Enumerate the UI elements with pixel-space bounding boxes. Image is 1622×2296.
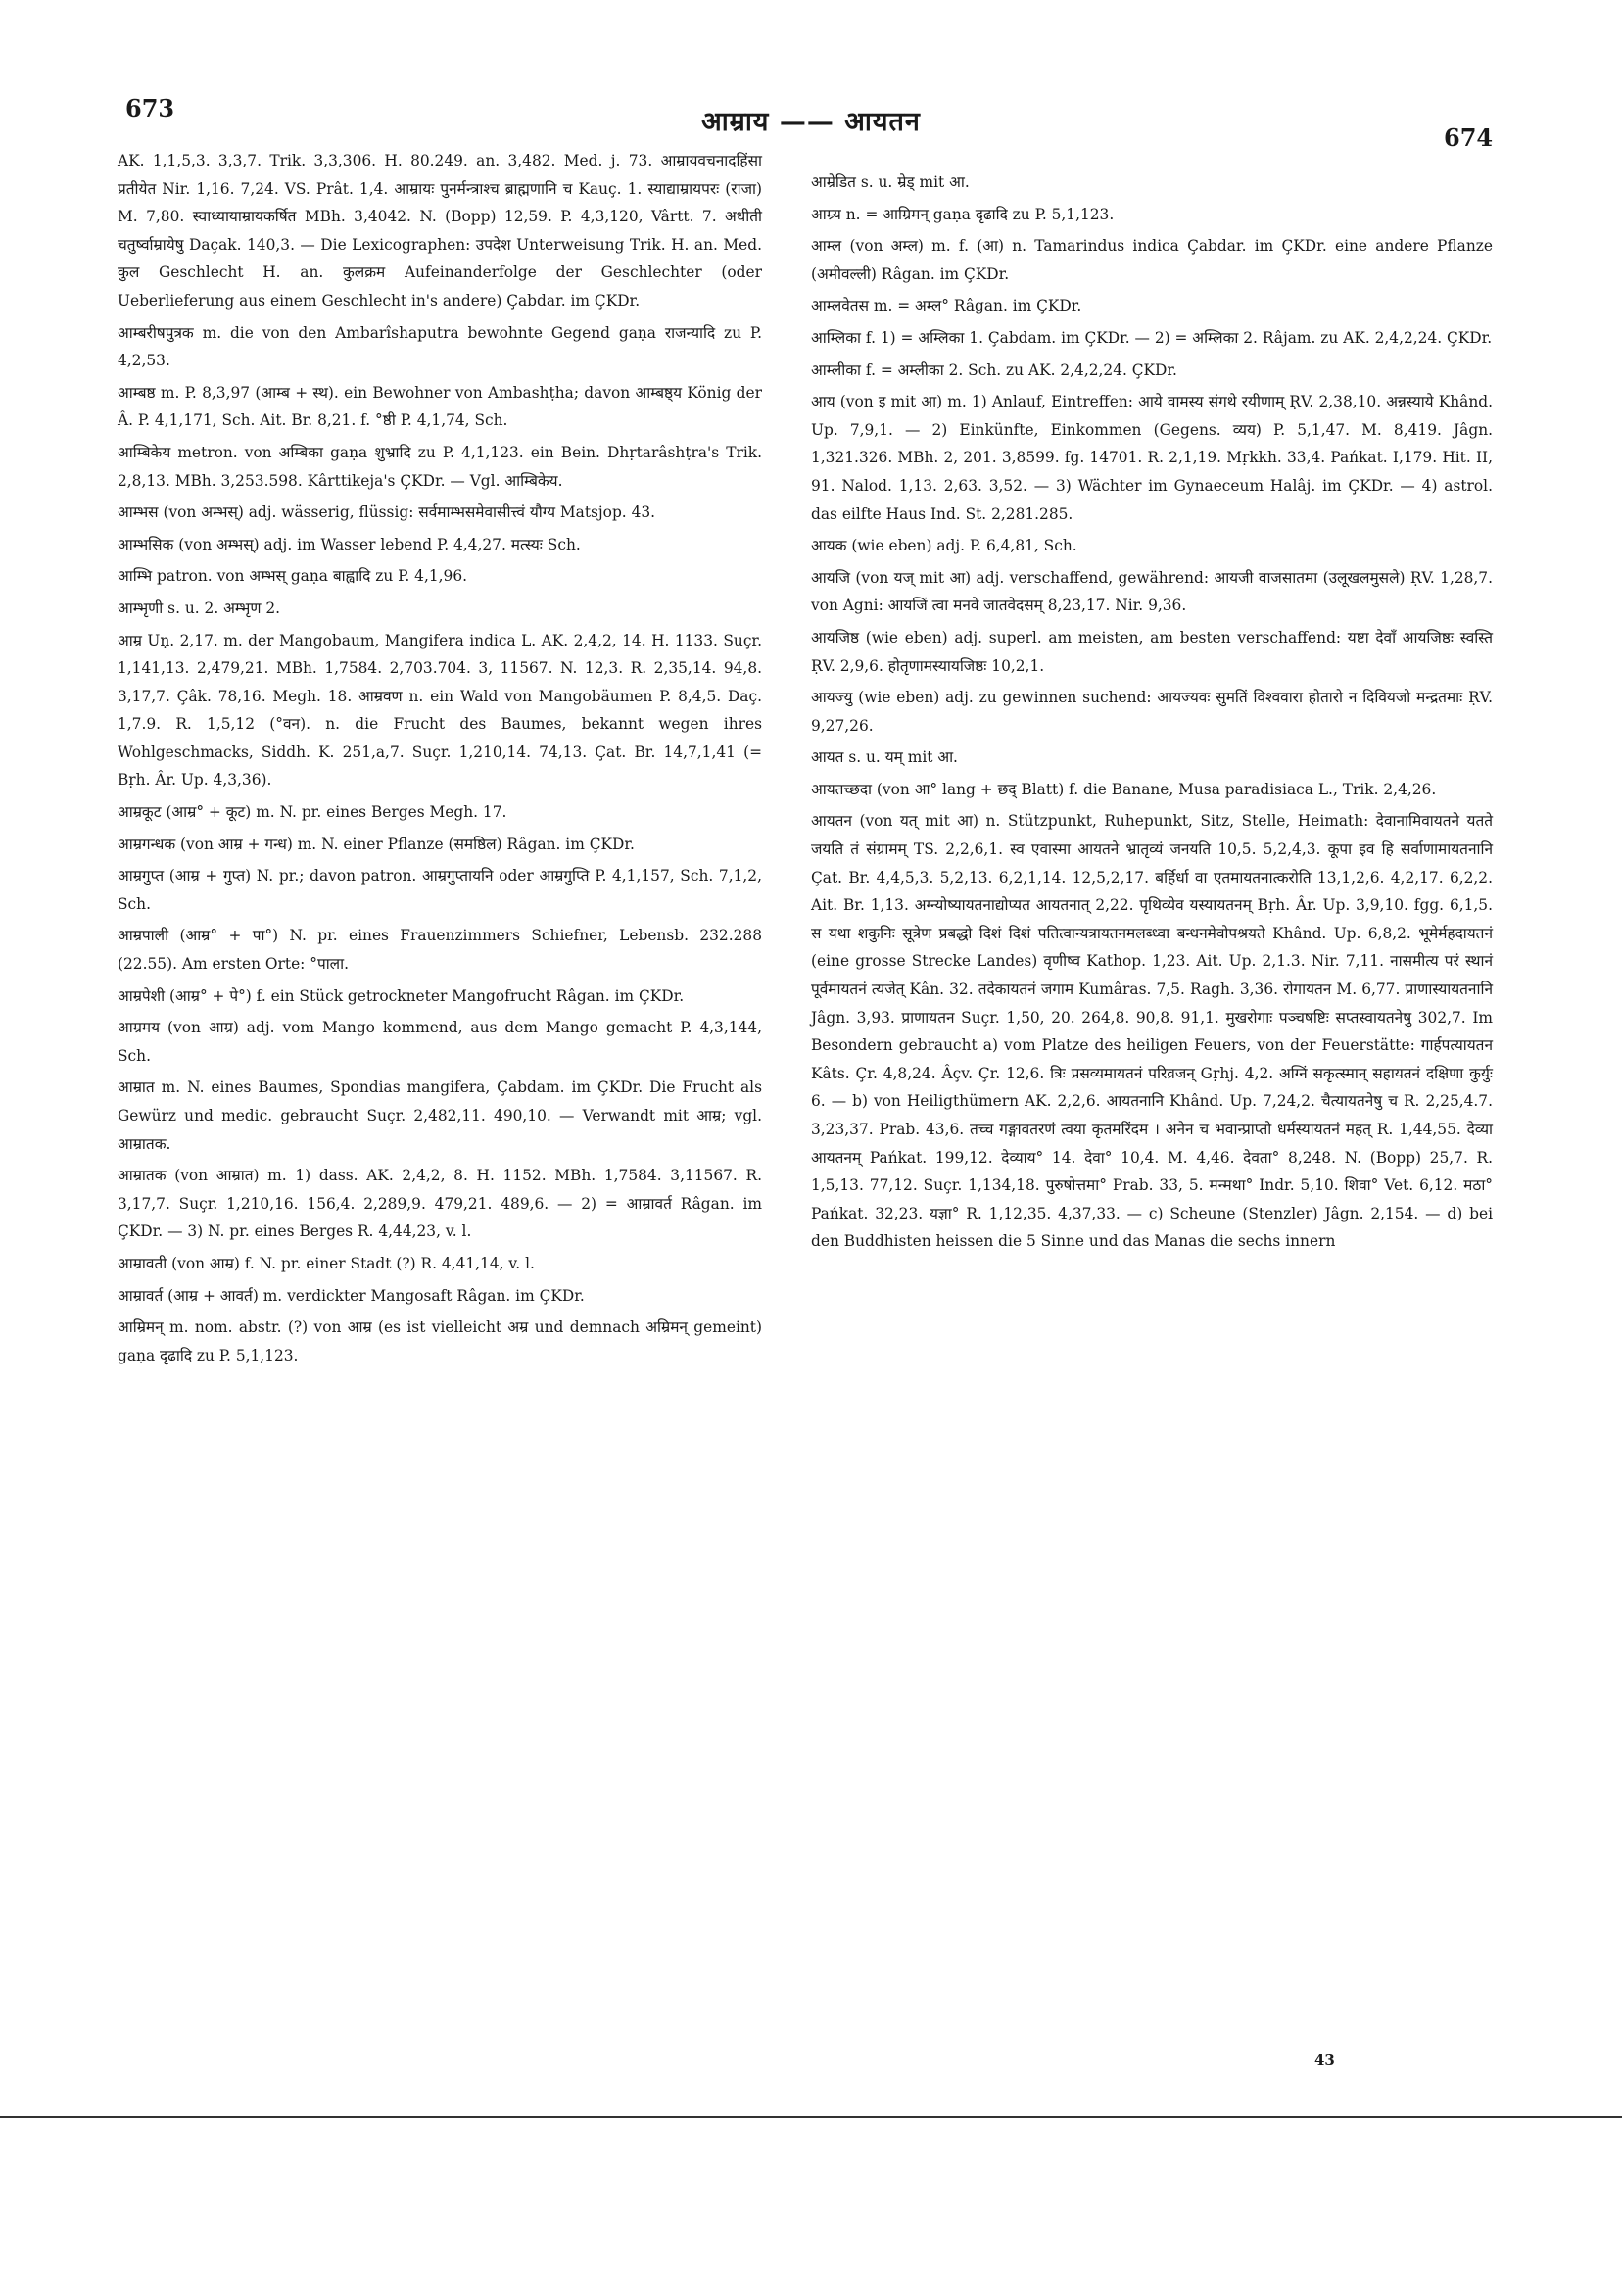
dictionary-entry: आम्र Uṇ. 2,17. m. der Mangobaum, Mangifera indica L. AK. 2,4,2, 14. H. 1133. Suçr. 1,141,13. 2,479,21. MBh. 1,7584. 2,703.704. 3, 11567. N. 12,3. R. 2,35,14. 94,8. 3,17,7. Çâk. 78,16. Megh. 18. आम्रवण n. ein Wald von Mangobäumen P. 8,4,5. Daç. 1,7.9. R. 1,5,12 (°वन). n. die Frucht des Baumes, bekannt wegen ihres Wohlgeschmacks, Siddh. K. 251,a,7. Suçr. 1,210,14. 74,13. Çat. Br. 14,7,1,41 (= Bṛh. Âr. Up. 4,3,36).	[118, 631, 762, 789]
running-title: आम्राय —— आयतन	[701, 107, 921, 137]
dictionary-entry: आम्लिका f. 1) = अम्लिका 1. Çabdam. im ÇKDr. — 2) = अम्लिका 2. Râjam. zu AK. 2,4,2,24. ÇKDr.	[811, 328, 1493, 347]
dictionary-entry: आम्रकूट (आम्र° + कूट) m. N. pr. eines Berges Megh. 17.	[118, 803, 507, 822]
dictionary-entry: आयत s. u. यम् mit आ.	[811, 748, 958, 767]
dictionary-entry: आम्र्य n. = आम्रिमन् gaṇa दृढादि zu P. 5,1,123.	[811, 205, 1115, 223]
dictionary-entry: आम्रमय (von आम्र) adj. vom Mango kommend, aus dem Mango gemacht P. 4,3,144, Sch.	[118, 1019, 762, 1065]
dictionary-entry: आम्रपाली (आम्र° + पा°) N. pr. eines Frauenzimmers Schiefner, Lebensb. 232.288 (22.55). Am ersten Orte: °पाला.	[118, 927, 762, 974]
dictionary-entry: आम्भसिक (von अम्भस्) adj. im Wasser lebend P. 4,4,27. मत्स्यः Sch.	[118, 535, 581, 553]
dictionary-entry: आयक (wie eben) adj. P. 6,4,81, Sch.	[811, 537, 1077, 555]
dictionary-entry: आम्रगन्धक (von आम्र + गन्ध) m. N. einer Pflanze (समष्ठिल) Râgan. im ÇKDr.	[118, 835, 635, 853]
dictionary-entry: आयतन (von यत् mit आ) n. Stützpunkt, Ruhepunkt, Sitz, Stelle, Heimath: देवानामिवायतने यतते जयति तं संग्रामम् TS. 2,2,6,1. स्व एवास्मा आयतने भ्रातृव्यं जनयति 10,5. 5,2,4,3. कूपा इव हि सर्वाणामायतनानि Çat. Br. 4,4,5,3. 5,2,13. 6,2,1,14. 12,5,2,17. बर्हिर्धा वा एतमायतनात्करोति 13,1,2,6. 4,2,17. 6,2,2. Ait. Br. 1,13. अग्न्योष्यायतनाद्योप्यत आयतनात् 2,22. पृथिव्येव यस्यायतनम् Bṛh. Âr. Up. 3,9,10. fgg. 6,1,5. स यथा शकुनिः सूत्रेण प्रबद्धो दिशं दिशं पतित्वान्यत्रायतनमलब्ध्वा बन्धनमेवोपश्रयते Khând. Up. 6,8,2. भूमेर्महदायतनं (eine grosse Strecke Landes) वृणीष्व Kathop. 1,23. Ait. Up. 2,1.3. Nir. 7,11. नासमीत्य परं स्थानं पूर्वमायतनं त्यजेत् Kân. 32. तदेकायतनं जगाम Kumâras. 7,5. Ragh. 3,36. रोगायतन M. 6,77. प्राणास्यायतनानि Jâgn. 3,93. प्राणायतन Suçr. 1,50, 20. 264,8. 90,8. 91,1. मुखरोगाः पञ्चषष्टिः सप्तस्वायतनेषु 302,7. Im Besondern gebraucht a) vom Platze des heiligen Feuers, von der Feuerstätte: गार्हपत्यायतन Kâts. Çr. 4,8,24. Âçv. Çr. 12,6. त्रिः प्रसव्यमायतनं परिव्रजन् Gṛhj. 4,2. अग्निं सकृत्स्मान् सहायतनं दक्षिणा कुर्युः 6. — b) von Heiligthümern AK. 2,2,6. आयतनानि Khând. Up. 7,24,2. चैत्यायतनेषु च R. 2,25,4.7. 3,23,37. Prab. 43,6. तच्च गङ्गावतरणं त्वया कृतमरिंदम । अनेन च भवान्प्राप्तो धर्मस्यायतनं महत् R. 1,44,55. देव्या आयतनम् Pańkat. 199,12. देव्याय° 14. देवा° 10,4. M. 4,46. देवता° 8,248. N. (Bopp) 25,7. R. 1,5,13. 77,12. Suçr. 1,134,18. पुरुषोत्तमा° Prab. 33, 5. मन्मथा° Indr. 5,10. शिवा° Vet. 6,12. मठा° Pańkat. 32,23. यज्ञा° R. 1,12,35. 4,37,33. — c) Scheune (Stenzler) Jâgn. 2,154. — d) bei den Buddhisten heissen die 5 Sinne und das Manas die sechs innern	[811, 812, 1493, 1251]
dictionary-entry: आम्बरीषपुत्रक m. die von den Ambarîshaputra bewohnte Gegend gaṇa राजन्यादि zu P. 4,2,53.	[118, 323, 762, 370]
dictionary-entry: आम्लवेतस m. = अम्ल° Râgan. im ÇKDr.	[811, 297, 1082, 315]
dictionary-entry: आयजिष्ठ (wie eben) adj. superl. am meisten, am besten verschaffend: यष्टा देवाँ आयजिष्ठः स्वस्ति ṚV. 2,9,6. होतृणामस्यायजिष्ठः 10,2,1.	[811, 628, 1493, 675]
folio-signature: 43	[1314, 2051, 1335, 2069]
dictionary-entry: आम्रपेशी (आम्र° + पे°) f. ein Stück getrockneter Mangofrucht Râgan. im ÇKDr.	[118, 986, 685, 1005]
dictionary-entry: आम्लीका f. = अम्लीका 2. Sch. zu AK. 2,4,2,24. ÇKDr.	[811, 360, 1177, 379]
dictionary-entry: आम्भृणी s. u. 2. अम्भृण 2.	[118, 598, 281, 617]
dictionary-entry: आम्बष्ठ m. P. 8,3,97 (आम्ब + स्थ). ein Bewohner von Ambashṭha; davon आम्बष्ठ्य König der Â. P. 4,1,171, Sch. Ait. Br. 8,21. f. °ष्ठी P. 4,1,74, Sch.	[118, 383, 762, 430]
dictionary-entry: AK. 1,1,5,3. 3,3,7. Trik. 3,3,306. H. 80.249. an. 3,482. Med. j. 73. आम्रायवचनादहिंसा प्रतीयेत Nir. 1,16. 7,24. VS. Prât. 1,4. आम्रायः पुनर्मन्त्राश्च ब्राह्मणानि च Kauç. 1. स्याद्याम्रायपरः (राजा) M. 7,80. स्वाध्यायाम्रायकर्षित MBh. 3,4042. N. (Bopp) 12,59. P. 4,3,120, Vârtt. 7. अधीती चतुर्ष्वाम्रायेषु Daçak. 140,3. — Die Lexicographen: उपदेश Unterweisung Trik. H. an. Med. कुल Geschlecht H. an. कुलक्रम Aufeinanderfolge der Geschlechter (oder Ueberlieferung aus einem Geschlecht in's andere) Çabdar. im ÇKDr.	[118, 152, 762, 310]
right-column	[811, 168, 1493, 2030]
page-number-left: 673	[125, 94, 175, 122]
dictionary-entry: आम्बिकेय metron. von अम्बिका gaṇa शुभ्रादि zu P. 4,1,123. ein Bein. Dhṛtarâshṭra's Trik. 2,8,13. MBh. 3,253.598. Kârttikeja's ÇKDr. — Vgl. आम्बिकेय.	[118, 443, 762, 490]
bottom-rule	[0, 2116, 1622, 2118]
dictionary-entry: आम्भि patron. von अम्भस् gaṇa बाह्वादि zu P. 4,1,96.	[118, 567, 468, 586]
dictionary-entry: आम्भस (von अम्भस्) adj. wässerig, flüssig: सर्वमाम्भसमेवासीत्त्वं यौग्य Matsjop. 43.	[118, 503, 656, 522]
dictionary-entry: आम्रावती (von आम्र) f. N. pr. einer Stadt (?) R. 4,41,14, v. l.	[118, 1254, 535, 1272]
dictionary-entry: आम्रिमन् m. nom. abstr. (?) von आम्र (es ist vielleicht अम्र und demnach अम्रिमन् gemeint) gaṇa दृढादि zu P. 5,1,123.	[118, 1318, 762, 1364]
dictionary-entry: आम्रगुप्त (आम्र + गुप्त) N. pr.; davon patron. आम्रगुप्तायनि oder आम्रगुप्ति P. 4,1,157, Sch. 7,1,2, Sch.	[118, 867, 762, 913]
dictionary-entry: आयजि (von यज् mit आ) adj. verschaffend, gewährend: आयजी वाजसातमा (उलूखलमुसले) ṚV. 1,28,7. von Agni: आयजिं त्वा मनवे जातवेदसम् 8,23,17. Nir. 9,36.	[811, 568, 1493, 615]
dictionary-entry: आय (von इ mit आ) m. 1) Anlauf, Eintreffen: आये वामस्य संगथे रयीणाम् ṚV. 2,38,10. अन्नस्याये Khând. Up. 7,9,1. — 2) Einkünfte, Einkommen (Gegens. व्यय) P. 5,1,47. M. 8,419. Jâgn. 1,321.326. MBh. 2, 201. 3,8599. fg. 14701. R. 2,1,19. Mṛkkh. 33,4. Pańkat. I,179. Hit. II, 91. Nalod. 1,13. 2,63. 3,52. — 3) Wächter im Gynaeceum Halâj. im ÇKDr. — 4) astrol. das eilfte Haus Ind. St. 2,281.285.	[811, 393, 1493, 523]
dictionary-entry: आम्ल (von अम्ल) m. f. (आ) n. Tamarindus indica Çabdar. im ÇKDr. eine andere Pflanze (अमीवल्ली) Râgan. im ÇKDr.	[811, 237, 1493, 283]
dictionary-entry: आम्रावर्त (आम्र + आवर्त) m. verdickter Mangosaft Râgan. im ÇKDr.	[118, 1286, 585, 1305]
dictionary-entry: आम्रातक (von आम्रात) m. 1) dass. AK. 2,4,2, 8. H. 1152. MBh. 1,7584. 3,11567. R. 3,17,7. Suçr. 1,210,16. 156,4. 2,289,9. 479,21. 489,6. — 2) = आम्रावर्त Râgan. im ÇKDr. — 3) N. pr. eines Berges R. 4,44,23, v. l.	[118, 1167, 762, 1241]
left-column	[118, 147, 762, 2067]
dictionary-entry: आम्रेडित s. u. म्रेड् mit आ.	[811, 173, 970, 191]
dictionary-entry: आम्रात m. N. eines Baumes, Spondias mangifera, Çabdam. im ÇKDr. Die Frucht als Gewürz und medic. gebraucht Suçr. 2,482,11. 490,10. — Verwandt mit आम्र; vgl. आम्रातक.	[118, 1078, 762, 1153]
page-number-right: 674	[1444, 123, 1494, 152]
dictionary-entry: आयज्यु (wie eben) adj. zu gewinnen suchend: आयज्यवः सुमतिं विश्ववारा होतारो न दिवियजो मन्द्रतमाः ṚV. 9,27,26.	[811, 689, 1493, 735]
dictionary-entry: आयतच्छदा (von आ° lang + छद् Blatt) f. die Banane, Musa paradisiaca L., Trik. 2,4,26.	[811, 780, 1437, 798]
